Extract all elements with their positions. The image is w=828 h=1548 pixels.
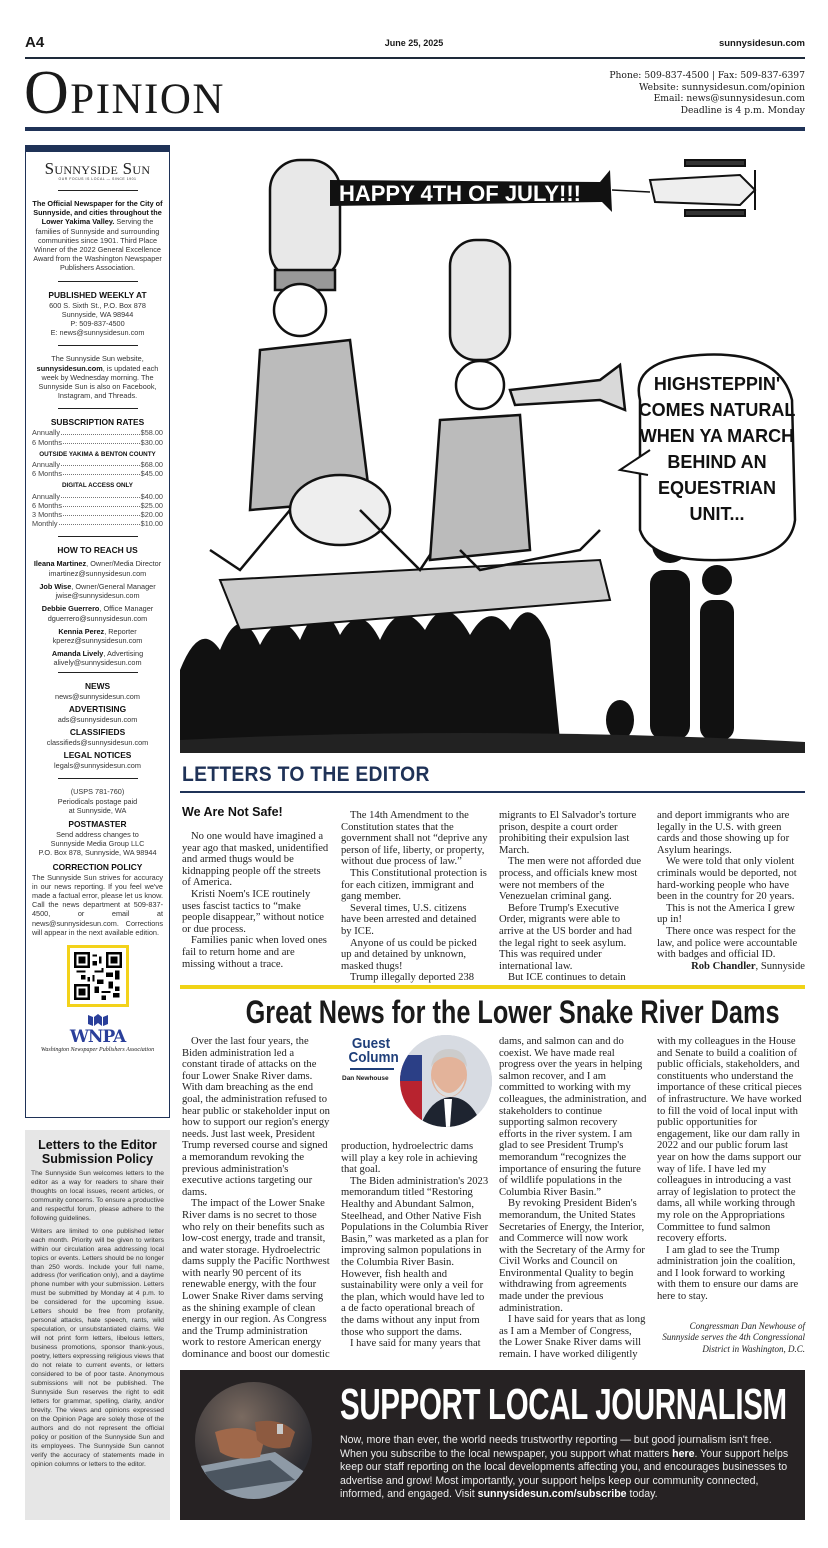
postmaster-info (32, 830, 163, 858)
author-name: Dan Newhouse (342, 1075, 389, 1082)
website-text (32, 354, 163, 400)
divider (58, 190, 138, 191)
text-column (499, 1036, 647, 1361)
rate-label: Annually (32, 491, 60, 501)
address-email[interactable]: E: news@sunnysidesun.com (50, 328, 145, 338)
rate-leader (63, 501, 140, 507)
paragraph: We were told that only violent criminals would be deported, not hard-working people who have been in the country for 20 years. (657, 856, 797, 903)
rate-price: $25.00 (140, 500, 163, 510)
staff-contact (32, 582, 163, 600)
department-email[interactable]: ads@sunnysidesun.com (57, 714, 138, 724)
digital-rates-list (32, 492, 163, 529)
usps-line: at Sunnyside, WA (68, 805, 127, 815)
rate-price: $10.00 (140, 519, 163, 529)
laptop-hands-icon (195, 1382, 312, 1499)
staff-contact (32, 627, 163, 645)
rate-price: $30.00 (140, 437, 163, 447)
paragraph: The 14th Amendment to the Constitution states that the government shall not “deprive any person of life, liberty, or property, without due process of law.” (341, 810, 488, 868)
kicker-rule (350, 1068, 394, 1070)
policy-intro: The Sunnyside Sun welcomes letters to the editor as a way for readers to share their thoughts on local issues, recent articles, or community concerns. To ensure a productive and respectful forum, please adhere to the following guidelines. (31, 1170, 164, 1222)
divider (58, 408, 138, 409)
paragraph: migrants to El Salvador's torture prison, despite a court order prohibiting their expulsion last March. (499, 810, 637, 856)
paragraph: Kristi Noem's ICE routinely uses fascist tactics to “make people disappear,” without notice or due process. (182, 888, 324, 935)
ad-body (340, 1434, 800, 1502)
text-column (657, 810, 805, 972)
staff-line (32, 604, 163, 613)
divider (58, 778, 138, 779)
department-heading: LEGAL NOTICES (63, 750, 132, 761)
rates-list (32, 428, 163, 446)
postmaster-line: Send address changes to (56, 829, 139, 839)
correction-text: The Sunnyside Sun strives for accuracy in our news reporting. If you feel we've made a factual error, please let us know. Call the news department at 509-837-4500, or email at news@sunnysidesun.com. Corrections will appear in the next available edition. (32, 872, 163, 937)
text-column (341, 1141, 489, 1350)
outside-rates-list (32, 460, 163, 478)
about-text (32, 199, 163, 273)
editorial-cartoon (180, 150, 805, 753)
staff-name: Job Wise (39, 581, 72, 591)
department-email[interactable]: news@sunnysidesun.com (55, 691, 140, 701)
subscribe-link[interactable]: sunnysidesun.com/subscribe (477, 1488, 627, 1501)
postmaster-line: Sunnyside Media Group LLC (50, 839, 145, 849)
department-heading: ADVERTISING (68, 703, 127, 714)
yellow-rule (180, 985, 805, 989)
outside-heading: OUTSIDE YAKIMA & BENTON COUNTY (39, 450, 156, 458)
wnpa-books-icon (86, 1013, 110, 1027)
rate-label: Monthly (32, 519, 58, 529)
paragraph: Over the last four years, the Biden administration led a constant tirade of attacks on the four Lower Snake River dams. With dam breaching as the end goal, the administration refused to hear public or stakeholder input on how to support our region's energy needs. Just last week, President Trump reversed course and signed a memorandum revoking the previous administration's executive actions targeting our dams. (182, 1036, 330, 1198)
text-column (499, 810, 647, 984)
address-line: Sunnyside, WA 98944 (61, 309, 134, 319)
usps-info (32, 787, 163, 815)
staff-contact (32, 559, 163, 577)
ad-title: SUPPORT LOCAL JOURNALISM (340, 1380, 787, 1429)
rate-price: $20.00 (140, 510, 163, 520)
staff-line (32, 582, 163, 591)
rate-leader (63, 469, 140, 475)
staff-role: , Reporter (104, 626, 137, 636)
bubble-line: EQUESTRIAN (657, 478, 777, 498)
wnpa-wordmark: WNPA (69, 1027, 126, 1048)
contact-deadline: Deadline is 4 p.m. Monday (680, 104, 805, 116)
section-title: Opinion (24, 59, 225, 127)
contact-email[interactable]: Email: news@sunnysidesun.com (653, 93, 805, 105)
web-link[interactable]: sunnysidesun.com (36, 363, 103, 373)
subscription-heading: SUBSCRIPTION RATES (50, 417, 145, 428)
masthead-sidebar (25, 145, 170, 1118)
postmaster-heading: POSTMASTER (68, 818, 127, 829)
staff-line (32, 559, 163, 568)
rate-price: $45.00 (140, 469, 163, 479)
correction-heading: CORRECTION POLICY (52, 861, 143, 872)
guest-column-badge (340, 1035, 490, 1135)
bubble-line: BEHIND AN (667, 452, 767, 472)
rate-label: 6 Months (32, 437, 63, 447)
web-pre: The Sunnyside Sun website, (51, 354, 144, 364)
rate-row (32, 438, 163, 447)
rate-row (32, 428, 163, 437)
guest-column-kicker: Guest Column (348, 1035, 399, 1066)
paragraph: Anyone of us could be picked up and detained by unknown, masked thugs! (341, 937, 477, 972)
staff-line (32, 649, 163, 658)
text-column (657, 1036, 805, 1355)
signer-place: , Sunnyside (755, 960, 805, 972)
rate-price: $40.00 (140, 491, 163, 501)
bubble-line: HIGHSTEPPIN' (653, 374, 781, 394)
ad-text: today. (626, 1488, 658, 1501)
text-column (182, 1036, 330, 1361)
author-portrait-icon (400, 1035, 492, 1127)
paragraph: This Constitutional protection is for each citizen, immigrant and gang member. (341, 867, 487, 903)
rate-label: 3 Months (32, 510, 63, 520)
paragraph: and deport immigrants who are legally in the U.S. with green cards and those showing up for Asylum hearings. (657, 810, 790, 856)
banner-text: HAPPY 4TH OF JULY!!! (338, 181, 582, 206)
site-link[interactable]: sunnysidesun.com (718, 38, 805, 49)
usps-line: (USPS 781-760) (70, 787, 125, 797)
policy-rules: Writers are limited to one published letter each month. Priority will be given to writers within our circulation area addressing local topics or events. Letters should be no longer than 250 words. Include your full name, address (for verification only), and a daytime phone number with your submission. Letters must be submitted by Monday at 4 p.m. to be considered for the upcoming issue. Letters should be free from profanity, personal attacks, hate speech, rants, wild speculation, or unsubstantiated claims. We will not print form letters, libelous letters, business promotions, sponsor thank-yous, poetry, letters expressing religious views that do not relate to current events, or letters considered to be of poor taste. Anonymous submissions will not be published. The Sunnyside Sun reserves the right to edit letters for grammar, spelling, clarity, and/or brevity. The views and opinions expressed on the Opinion Page are solely those of the authors and do not represent the official policy or position of the Sunnyside Sun and its employees. The Sunnyside Sun cannot verify the accuracy of statements made in opinion columns or letters to the editor. (31, 1227, 164, 1468)
rate-row (32, 469, 163, 478)
paragraph: There once was respect for the law, and police were accountable with badges and official ID. (657, 925, 798, 961)
published-address (32, 301, 163, 338)
text-column (341, 810, 489, 984)
published-heading: PUBLISHED WEEKLY AT (48, 289, 147, 300)
rate-label: Annually (32, 460, 60, 470)
rate-row (32, 492, 163, 501)
staff-contact (32, 649, 163, 667)
policy-title: Letters to the Editor Submission Policy (38, 1138, 157, 1166)
contact-website[interactable]: Website: sunnysidesun.com/opinion (638, 81, 805, 93)
staff-role: , Advertising (103, 649, 144, 659)
letters-rule (180, 791, 805, 793)
staff-name: Ileana Martinez (33, 559, 87, 569)
staff-name: Amanda Lively (51, 649, 104, 659)
paragraph: This is not the America I grew up in! (657, 902, 795, 926)
staff-role: , Owner/General Manager (71, 581, 156, 591)
staff-email[interactable]: kperez@sunnysidesun.com (52, 635, 143, 645)
wnpa-name: Washington Newspaper Publishers Association (40, 1047, 155, 1054)
paragraph: I have said for years that as long as I am a Member of Congress, the Lower Snake River dams will remain. I have worked diligently (499, 1314, 646, 1361)
staff-name: Debbie Guerrero (41, 604, 100, 614)
staff-role: , Owner/Media Director (86, 559, 162, 569)
paragraph: I am glad to see the Trump administration join the coalition, and I look forward to working with them to ensure our dams are here to stay. (657, 1244, 799, 1303)
staff-list (32, 559, 163, 667)
about-rest: Serving the families of Sunnyside and surrounding communities since 1901. Third Place Winner of the 2022 General Excellence Award from the Washington Newspaper Publishers Association. (33, 217, 162, 273)
rate-price: $58.00 (140, 428, 163, 438)
usps-line: Periodicals postage paid (57, 796, 138, 806)
department-heading: NEWS (84, 680, 111, 691)
section-rule (25, 127, 805, 131)
article-headline: Great News for the Lower Snake River Dams (245, 994, 780, 1030)
staff-role: , Office Manager (99, 604, 154, 614)
letters-heading: LETTERS TO THE EDITOR (182, 763, 430, 786)
paragraph: production, hydroelectric dams will play a key role in achieving that goal. (341, 1141, 478, 1176)
staff-email[interactable]: alively@sunnysidesun.com (53, 658, 142, 668)
rate-leader (61, 428, 140, 434)
paragraph: Trump illegally deported 238 (350, 972, 475, 984)
department-email[interactable]: classifieds@sunnysidesun.com (46, 737, 149, 747)
page-number: A4 (25, 34, 45, 51)
paragraph: By revoking President Biden's memorandum, the United States Secretaries of Energy, the Interior, and Commerce will now work with the Secretary of the Army for Civil Works and Council on Environmental Quality to begin withdrawing from agreements made under the previous administration. (499, 1198, 645, 1314)
rate-row (32, 519, 163, 528)
address-line: 600 S. Sixth St., P.O. Box 878 (49, 300, 146, 310)
rate-leader (61, 460, 140, 466)
divider (58, 536, 138, 537)
postmaster-line: P.O. Box 878, Sunnyside, WA 98944 (38, 848, 157, 858)
divider (58, 672, 138, 673)
divider (58, 281, 138, 282)
divider (58, 345, 138, 346)
speech-bubble (620, 355, 795, 561)
paragraph: Several times, U.S. citizens have been arrested and detained by ICE. (341, 902, 477, 937)
signer-name: Rob Chandler (691, 960, 756, 972)
author-photo (400, 1035, 492, 1127)
contact-info (609, 70, 805, 116)
ad-text: Now, more than ever, the world needs trustworthy reporting — but good journalism isn't free. When you subscribe to the local newspaper, you support what matters (340, 1434, 772, 1460)
department-list (32, 681, 163, 771)
rate-leader (59, 519, 140, 525)
rate-leader (61, 492, 140, 498)
paragraph: No one would have imagined a year ago that masked, unidentified and armed thugs would be kidnapping people off the streets of America. (182, 831, 329, 889)
qr-code[interactable] (67, 945, 129, 1007)
wnpa-logo (32, 1013, 163, 1055)
rate-price: $68.00 (140, 460, 163, 470)
staff-line (32, 627, 163, 636)
rate-label: 6 Months (32, 469, 63, 479)
staff-email[interactable]: imartinez@sunnysidesun.com (48, 568, 147, 578)
rate-label: Annually (32, 428, 60, 438)
paragraph: I have said for many years that (350, 1338, 481, 1350)
department-heading: CLASSIFIEDS (69, 726, 126, 737)
contact-phone: Phone: 509-837-4500 | Fax: 509-837-6397 (609, 70, 805, 81)
paragraph: Families panic when loved ones fail to return home and are missing without a trace. (182, 935, 327, 970)
paragraph: The impact of the Lower Snake River dams is no secret to those who rely on their benefits such as low-cost energy, trade and transit, and water storage. Hydroelectric dams supply the Pacific Northwest with nearly 90 percent of its renewable energy, with the four Lower Snake River dams serving as the shining example of clean energy in our region. As Congress and the Trump administration work to restore American energy dominance and boost our domestic (182, 1198, 330, 1361)
bubble-line: WHEN YA MARCH (639, 426, 795, 446)
rate-leader (63, 438, 140, 444)
text-column (182, 805, 330, 970)
rate-row (32, 510, 163, 519)
rate-leader (63, 510, 140, 516)
staff-email[interactable]: jwise@sunnysidesun.com (55, 591, 140, 601)
ad-photo-laptop (195, 1382, 312, 1499)
ad-text: . Your support helps keep our staff reporting on the local developments affecting you, and encourages businesses to advertise and grow! Most importantly, your support helps keep our community connected, informed, and engaged. Visit (340, 1447, 789, 1501)
department-email[interactable]: legals@sunnysidesun.com (54, 761, 141, 771)
rate-row (32, 501, 163, 510)
issue-date: June 25, 2025 (384, 38, 444, 48)
newspaper-logo: Sunnyside Sun (44, 159, 151, 178)
paragraph: The Biden administration's 2023 memorandum titled “Restoring Healthy and Abundant Salmon, Steelhead, and Other Native Fish Populations in the Columbia River Basin,” was marketed as a plan for improving salmon populations in the Columbia River Basin. However, fish health and sustainability were only a veil for the plan, which would have led to a de facto operational breach of the dams without any input from those who support the dams. (341, 1175, 489, 1338)
staff-contact (32, 604, 163, 622)
letter-title: We Are Not Safe! (182, 805, 283, 819)
logo-tagline: OUR FOCUS IS LOCAL — SINCE 1901 (58, 177, 137, 181)
paragraph: dams, and salmon can and do coexist. We have made real progress over the years in helping salmon recover, and I am committed to working with my colleagues, the administration, and stakeholders to continue supporting salmon recovery efforts in the river system. I am glad to see President Trump's memorandum “recognizes the importance of ensuring the future of wildlife populations in the Columbia River Basin.” (499, 1036, 647, 1198)
subscribe-ad[interactable] (180, 1370, 805, 1520)
staff-name: Kennia Perez (58, 626, 105, 636)
paragraph: But ICE continues to detain (508, 972, 626, 984)
rate-label: 6 Months (32, 500, 63, 510)
digital-heading: DIGITAL ACCESS ONLY (61, 482, 134, 490)
paragraph: Before Trump's Executive Order, migrants were able to arrive at the US border and had the legal right to seek asylum. This was required under international law. (499, 902, 632, 972)
paragraph: The men were not afforded due process, and officials knew most were not members of the Venezuelan criminal gang. (499, 856, 642, 903)
author-tagline: Congressman Dan Newhouse of Sunnyside serves the 4th Congressional District in Washington, D.C. (662, 1320, 805, 1354)
bubble-line: UNIT... (689, 504, 745, 524)
web-post: , is updated each week by Wednesday morning. The Sunnyside Sun is also on Facebook, Instagram, and Threads. (38, 363, 159, 401)
paragraph: with my colleagues in the House and Senate to build a coalition of public officials, stakeholders, and constituents who understand the importance of these critical pieces of infrastructure. We have worked to fill the void of local input with public opportunities for engagement, like our dam rally in 2022 and our public forum last year on how the dams support our way of life. I have led my colleagues in introducing a vast array of legislation to protect the dams, all while working through my role on the Appropriations Committee to fund salmon recovery efforts. (657, 1036, 802, 1245)
rate-row (32, 460, 163, 469)
qr-code-icon (74, 952, 122, 1000)
submission-policy (25, 1130, 170, 1520)
reach-heading: HOW TO REACH US (57, 545, 138, 556)
letter-signature (657, 961, 805, 973)
address-phone: P: 509-837-4500 (70, 319, 125, 329)
staff-email[interactable]: dguerrero@sunnysidesun.com (47, 613, 148, 623)
ad-text-bold: here (672, 1447, 695, 1460)
bubble-line: COMES NATURAL (638, 400, 796, 420)
about-bold: The Official Newspaper for the City of Sunnyside, and cities throughout the Lower Yakima Valley. (32, 199, 163, 227)
